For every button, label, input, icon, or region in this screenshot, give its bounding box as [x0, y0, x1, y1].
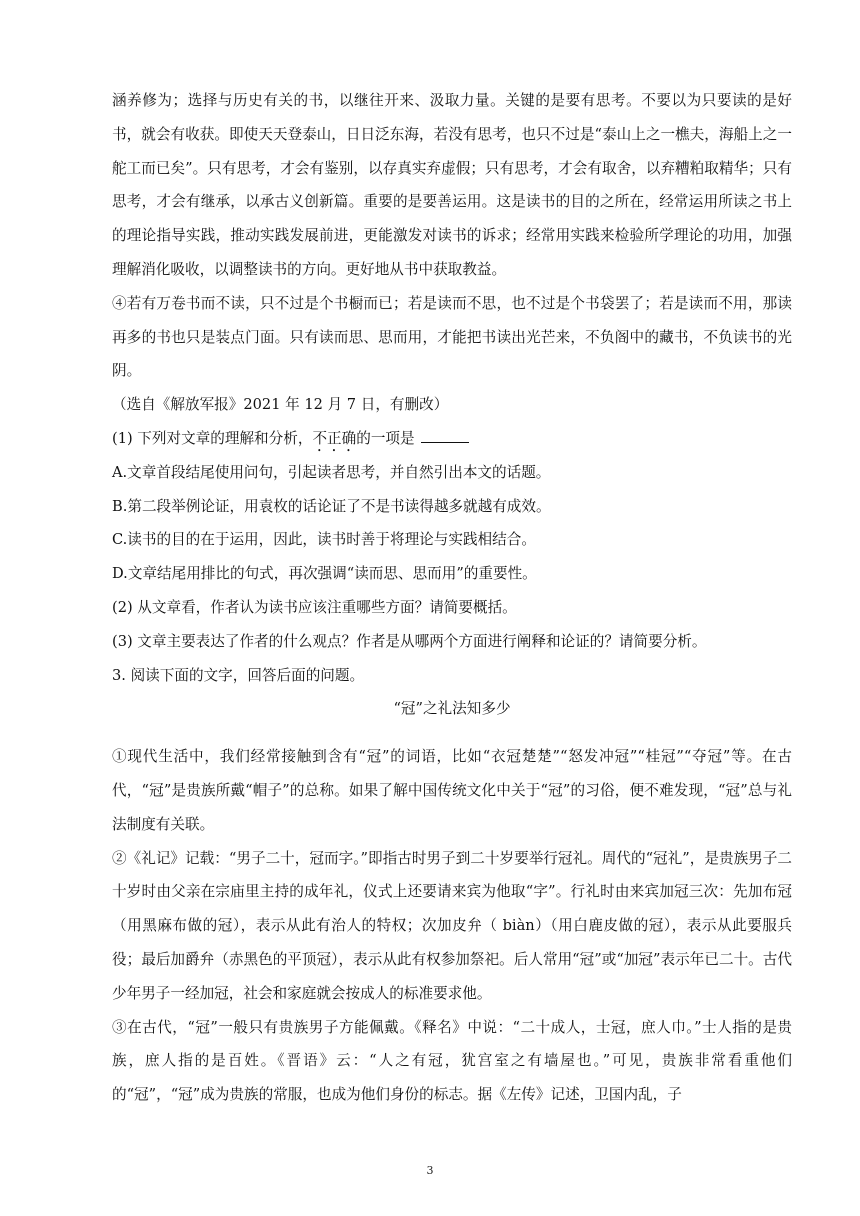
paragraph-4: ④若有万卷书而不读，只不过是个书橱而已；若是读而不思，也不过是个书袋罢了；若是读而不用，那读再多的书也只是装点门面。只有读而思、思而用，才能把书读出光芒来，不负阁中的藏书，不负读书的光阴。 — [112, 294, 792, 380]
option-b: B.第二段举例论证，用袁枚的话论证了不是书读得越多就越有成效。 — [112, 497, 551, 515]
section-3-heading: 3. 阅读下面的文字，回答后面的问题。 — [112, 666, 365, 684]
page-number: 3 — [426, 1164, 434, 1177]
question-3: (3) 文章主要表达了作者的什么观点？作者是从哪两个方面进行阐释和论证的？请简要分析。 — [112, 632, 707, 650]
paragraph-reading-continued: 涵养修为；选择与历史有关的书，以继往开来、汲取力量。关键的是要有思考。不要以为只要读的是好书，就会有收获。即使天天登泰山，日日泛东海，若没有思考，也只不过是“泰山上之一樵夫，海船上之一舵工而已矣”。只有思考，才会有鉴别，以存真实弃虚假；只有思考，才会有取舍，以弃糟粕取精华；只有思考，才会有继承，以承古义创新篇。重要的是要善运用。这是读书的目的之所在，经常运用所读之书上的理论指导实践，推动实践发展前进，更能激发对读书的诉求；经常用实践来检验所学理论的功用，加强理解消化吸收，以调整读书的方向。更好地从书中获取教益。 — [112, 92, 792, 278]
article-paragraph-2: ②《礼记》记载：“男子二十，冠而字。”即指古时男子到二十岁要举行冠礼。周代的“冠礼”，是贵族男子二十岁时由父亲在宗庙里主持的成年礼，仪式上还要请来宾为他取“字”。行礼时由来宾加冠三次：先加布冠（用黑麻布做的冠），表示从此有治人的特权；次加皮弁（ biàn）（用白鹿皮做的冠），表示从此要服兵役；最后加爵弁（赤黑色的平顶冠），表示从此有权参加祭祀。后人常用“冠”或“加冠”表示年已二十。古代少年男子一经加冠，社会和家庭就会按成人的标准要求他。 — [112, 849, 792, 1002]
question-1 — [112, 422, 792, 456]
question-2: (2) 从文章看，作者认为读书应该注重哪些方面？请简要概括。 — [112, 598, 517, 616]
option-c: C.读书的目的在于运用，因此，读书时善于将理论与实践相结合。 — [112, 531, 536, 549]
article-paragraph-1: ①现代生活中，我们经常接触到含有“冠”的词语，比如“衣冠楚楚”“怒发冲冠”“桂冠”“夺冠”等。在古代，“冠”是贵族所戴“帽子”的总称。如果了解中国传统文化中关于“冠”的习俗，便不难发现，“冠”总与礼法制度有关联。 — [112, 748, 792, 833]
article-title: “冠”之礼法知多少 — [393, 700, 511, 718]
question-1-suffix: 的一项是 — [356, 429, 415, 447]
source-citation: （选自《解放军报》2021 年 12 月 7 日，有删改） — [112, 396, 449, 414]
page-content — [112, 84, 792, 1112]
question-1-emphasis: 不正确 — [312, 429, 357, 447]
option-a: A.文章首段结尾使用问句，引起读者思考，并自然引出本文的话题。 — [112, 463, 551, 481]
article-paragraph-3: ③在古代，“冠”一般只有贵族男子方能佩戴。《释名》中说：“二十成人，士冠，庶人巾。”士人指的是贵族，庶人指的是百姓。《晋语》云：“人之有冠，犹宫室之有墙屋也。”可见，贵族非常看重他们的“冠”，“冠”成为贵族的常服，也成为他们身份的标志。据《左传》记述，卫国内乱，子 — [112, 1018, 792, 1104]
question-1-prefix: (1) 下列对文章的理解和分析， — [112, 429, 313, 447]
option-d: D.文章结尾用排比的句式，再次强调“读而思、思而用”的重要性。 — [112, 565, 537, 583]
answer-blank[interactable] — [421, 428, 469, 443]
